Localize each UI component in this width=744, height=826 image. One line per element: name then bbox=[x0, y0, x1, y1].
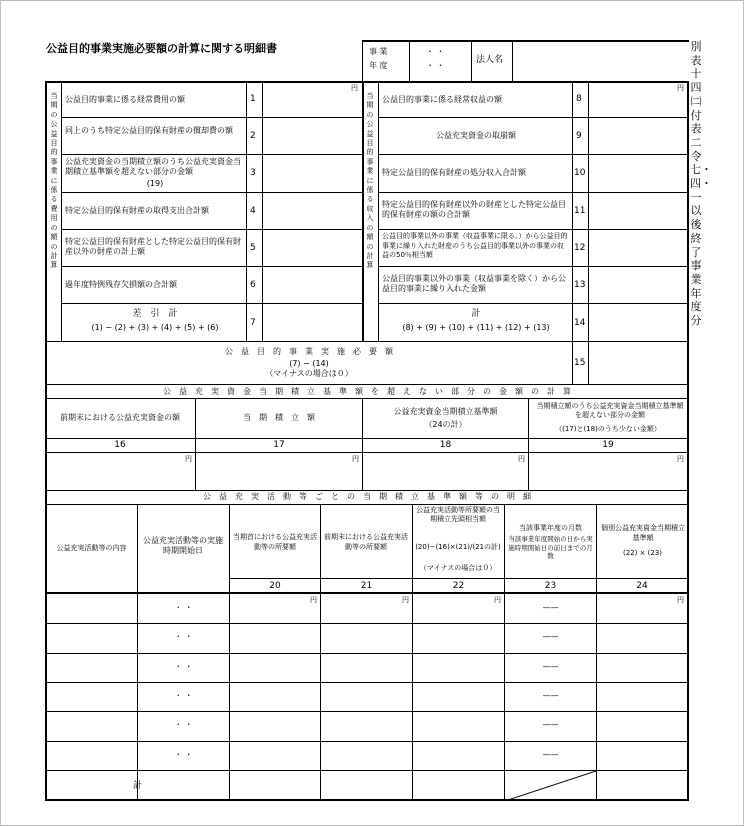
value-22[interactable] bbox=[413, 742, 503, 770]
row-3-label: 公益充実資金の当期積立額のうち公益充実資金当期積立基準額を超えない部分の金額 bbox=[65, 157, 241, 176]
corp-name-label: 法人名 bbox=[476, 55, 504, 65]
col-17-no: 17 bbox=[273, 440, 285, 450]
activity-content-field[interactable] bbox=[46, 712, 137, 740]
value-3[interactable] bbox=[263, 155, 362, 192]
row-14-label: 計 bbox=[471, 309, 481, 319]
value-1[interactable] bbox=[263, 81, 362, 117]
months-field[interactable]: —— bbox=[542, 750, 559, 759]
row-15-no: 15 bbox=[574, 358, 586, 368]
row-11-no: 11 bbox=[574, 206, 586, 216]
start-date-field[interactable]: ・ ・ bbox=[174, 750, 193, 759]
unit-20: 円 bbox=[310, 596, 317, 604]
value-21[interactable] bbox=[321, 742, 411, 770]
row-15-label: 公 益 目 的 事 業 実 施 必 要 額 bbox=[225, 347, 393, 356]
row-15-sub2: （マイナスの場合は０） bbox=[265, 369, 353, 378]
months-field[interactable]: —— bbox=[542, 691, 559, 700]
col-18-label: 公益充実資金当期積立基準額 bbox=[393, 407, 498, 416]
total-21[interactable] bbox=[321, 771, 412, 801]
col-16-no: 16 bbox=[114, 440, 126, 450]
col-20-label: 当期首における公益充実活動等の所要額 bbox=[233, 533, 317, 551]
value-9[interactable] bbox=[589, 118, 687, 154]
left-section-vertical-label: 当期の公益目的事業に係る費用の額の計算 bbox=[50, 92, 58, 270]
value-24[interactable] bbox=[597, 712, 687, 740]
row-3-no: 3 bbox=[250, 168, 256, 178]
col-19-sub: （(17)と(18)のうち少ない金額） bbox=[555, 425, 661, 433]
start-date-field[interactable]: ・ ・ bbox=[174, 662, 193, 671]
value-6[interactable] bbox=[263, 267, 362, 303]
row-4-no: 4 bbox=[250, 206, 256, 216]
col-22-no: 22 bbox=[452, 581, 465, 591]
row-1-label: 公益目的事業に係る経常費用の額 bbox=[65, 95, 185, 104]
start-date-field[interactable]: ・ ・ bbox=[174, 720, 193, 729]
unit-16: 円 bbox=[185, 455, 192, 463]
value-19[interactable] bbox=[529, 453, 687, 490]
value-24[interactable] bbox=[597, 595, 687, 623]
row-13-label: 公益目的事業以外の事業（収益事業を除く）から公益目的事業に繰り入れた金額 bbox=[382, 274, 566, 293]
value-22[interactable] bbox=[413, 624, 503, 652]
activity-content-field[interactable] bbox=[46, 742, 137, 770]
row-12-label: 公益目的事業以外の事業（収益事業に限る。）から公益目的事業に繰り入れた財産のうち公益目的事業以外の事業の収益の50％相当額 bbox=[382, 232, 568, 259]
months-field[interactable]: —— bbox=[542, 603, 559, 612]
months-field[interactable]: —— bbox=[542, 662, 559, 671]
value-20[interactable] bbox=[230, 742, 320, 770]
row-2-label: 同上のうち特定公益目的保有財産の償却費の額 bbox=[65, 126, 233, 135]
row-1-no: 1 bbox=[250, 94, 256, 104]
value-20[interactable] bbox=[230, 624, 320, 652]
unit-17: 円 bbox=[352, 455, 359, 463]
total-22[interactable] bbox=[413, 771, 504, 801]
fiscal-year-to[interactable]: ・ ・ bbox=[426, 61, 445, 70]
unit-right: 円 bbox=[677, 84, 684, 92]
total-slash bbox=[505, 771, 596, 801]
row-9-no: 9 bbox=[576, 131, 582, 141]
value-10[interactable] bbox=[589, 155, 687, 192]
col-19-no: 19 bbox=[602, 440, 614, 450]
value-8[interactable] bbox=[589, 81, 687, 117]
total-20[interactable] bbox=[230, 771, 320, 801]
row-7-no: 7 bbox=[250, 318, 256, 328]
col-22-sub: (20)−(16)×(21)/(21の計) bbox=[415, 543, 501, 551]
row-7-sub: (1) − (2) + (3) + (4) + (5) + (6) bbox=[91, 323, 219, 332]
col-content-label: 公益充実活動等の内容 bbox=[56, 544, 127, 552]
row-8-no: 8 bbox=[576, 94, 582, 104]
row-8-label: 公益目的事業に係る経常収益の額 bbox=[382, 95, 502, 104]
unit-21: 円 bbox=[402, 596, 409, 604]
value-22[interactable] bbox=[413, 595, 503, 623]
col-24-label: 個別公益充実資金当期積立基準額 bbox=[601, 524, 685, 542]
row-9-label: 公益充実資金の取崩額 bbox=[436, 131, 516, 140]
form-side-label: 別表十四㈡付表二 令七・四・一以後終了事業年度分 bbox=[690, 40, 713, 328]
row-11-label: 特定公益目的保有財産以外の財産とした特定公益目的保有財産の額の合計額 bbox=[382, 200, 566, 219]
months-field[interactable]: —— bbox=[542, 720, 559, 729]
col-22-sub2: （マイナスの場合は０） bbox=[419, 564, 497, 572]
row-10-label: 特定公益目的保有財産の処分収入合計額 bbox=[382, 168, 526, 177]
col-18-sub: （24の計） bbox=[424, 420, 467, 429]
right-section-vertical-label: 当期の公益目的事業に係る収入の額の計算 bbox=[366, 92, 374, 270]
row-14-no: 14 bbox=[574, 318, 586, 328]
col-21-no: 21 bbox=[360, 581, 373, 591]
unit-19: 円 bbox=[677, 455, 684, 463]
value-21[interactable] bbox=[321, 654, 411, 682]
value-16[interactable] bbox=[46, 453, 195, 490]
unit-left: 円 bbox=[351, 84, 358, 92]
value-11[interactable] bbox=[589, 193, 687, 229]
total-24[interactable] bbox=[597, 771, 687, 801]
col-24-sub: (22) × (23) bbox=[622, 549, 663, 557]
value-22[interactable] bbox=[413, 683, 503, 711]
unit-18: 円 bbox=[518, 455, 525, 463]
fiscal-year-label-1: 事 業 bbox=[369, 47, 388, 56]
row-5-no: 5 bbox=[250, 243, 256, 253]
row-6-no: 6 bbox=[250, 280, 256, 290]
value-12[interactable] bbox=[589, 230, 687, 266]
value-21[interactable] bbox=[321, 595, 411, 623]
corp-name-field[interactable] bbox=[513, 42, 687, 82]
value-22[interactable] bbox=[413, 712, 503, 740]
value-22[interactable] bbox=[413, 654, 503, 682]
activity-content-field[interactable] bbox=[46, 683, 137, 711]
activity-content-field[interactable] bbox=[46, 595, 137, 623]
value-15[interactable] bbox=[589, 342, 687, 384]
row-2-no: 2 bbox=[250, 131, 256, 141]
col-start-date-label: 公益充実活動等の実施時期開始日 bbox=[143, 536, 223, 555]
section3-title: 公 益 充 実 活 動 等 ご と の 当 期 積 立 基 準 額 等 の 明 細 bbox=[203, 492, 531, 501]
start-date-field[interactable]: ・ ・ bbox=[174, 603, 193, 612]
row-15-sub1: (7) − (14) bbox=[289, 359, 329, 368]
value-24[interactable] bbox=[597, 624, 687, 652]
col-16-label: 前期末における公益充実資金の額 bbox=[60, 413, 180, 422]
row-6-label: 過年度特例残存欠損額の合計額 bbox=[65, 280, 177, 289]
value-4[interactable] bbox=[263, 193, 362, 229]
col-19-label: 当期積立額のうち公益充実資金当期積立基準額を超えない部分の金額 bbox=[536, 402, 684, 419]
col-24-no: 24 bbox=[636, 581, 648, 591]
value-24[interactable] bbox=[597, 742, 687, 770]
fiscal-year-from[interactable]: ・ ・ bbox=[426, 47, 445, 56]
col-20-no: 20 bbox=[269, 581, 281, 591]
unit-24: 円 bbox=[677, 596, 684, 604]
value-21[interactable] bbox=[321, 683, 411, 711]
value-13[interactable] bbox=[589, 267, 687, 303]
activity-content-field[interactable] bbox=[46, 654, 137, 682]
value-7[interactable] bbox=[263, 304, 362, 341]
start-date-field[interactable]: ・ ・ bbox=[174, 691, 193, 700]
col-21-label: 前期末における公益充実活動等の所要額 bbox=[324, 533, 408, 551]
row-12-no: 12 bbox=[574, 243, 586, 253]
value-20[interactable] bbox=[230, 683, 320, 711]
total-label: 計 bbox=[132, 781, 142, 791]
col-23-sub: 当該事業年度開始の日から実施時期開始日の前日までの月数 bbox=[508, 535, 593, 560]
value-21[interactable] bbox=[321, 712, 411, 740]
value-21[interactable] bbox=[321, 624, 411, 652]
value-24[interactable] bbox=[597, 654, 687, 682]
value-20[interactable] bbox=[230, 654, 320, 682]
value-14[interactable] bbox=[589, 304, 687, 341]
col-18-no: 18 bbox=[439, 440, 452, 450]
row-10-no: 10 bbox=[574, 168, 586, 178]
col-17-label: 当 期 積 立 額 bbox=[243, 413, 315, 422]
fiscal-year-label-2: 年 度 bbox=[369, 61, 388, 70]
col-22-label: 公益充実活動等所要額の当期積立先頭相当額 bbox=[416, 506, 500, 523]
row-4-label: 特定公益目的保有財産の取得支出合計額 bbox=[65, 206, 209, 215]
value-20[interactable] bbox=[230, 712, 320, 740]
value-5[interactable] bbox=[263, 230, 362, 266]
col-23-no: 23 bbox=[544, 581, 557, 591]
unit-22: 円 bbox=[494, 596, 501, 604]
row-5-label: 特定公益目的保有財産とした特定公益目的保有財産以外の財産の計上額 bbox=[65, 237, 241, 256]
activity-content-field[interactable] bbox=[46, 624, 137, 652]
row-7-label: 差 引 計 bbox=[132, 309, 178, 319]
months-field[interactable]: —— bbox=[542, 632, 559, 641]
section2-title: 公 益 充 実 資 金 当 期 積 立 基 準 額 を 超 え な い 部 分 の 金 額 の 計 算 bbox=[163, 387, 571, 396]
row-14-sub: (8) + (9) + (10) + (11) + (12) + (13) bbox=[402, 323, 550, 332]
row-3-sub: (19) bbox=[146, 179, 164, 188]
start-date-field[interactable]: ・ ・ bbox=[174, 632, 193, 641]
page-title: 公益目的事業実施必要額の計算に関する明細書 bbox=[46, 42, 277, 55]
value-20[interactable] bbox=[230, 595, 320, 623]
value-24[interactable] bbox=[597, 683, 687, 711]
col-23-label: 当該事業年度の月数 bbox=[519, 524, 582, 532]
value-2[interactable] bbox=[263, 118, 362, 154]
value-18[interactable] bbox=[363, 453, 528, 490]
row-13-no: 13 bbox=[574, 280, 586, 290]
value-17[interactable] bbox=[196, 453, 362, 490]
